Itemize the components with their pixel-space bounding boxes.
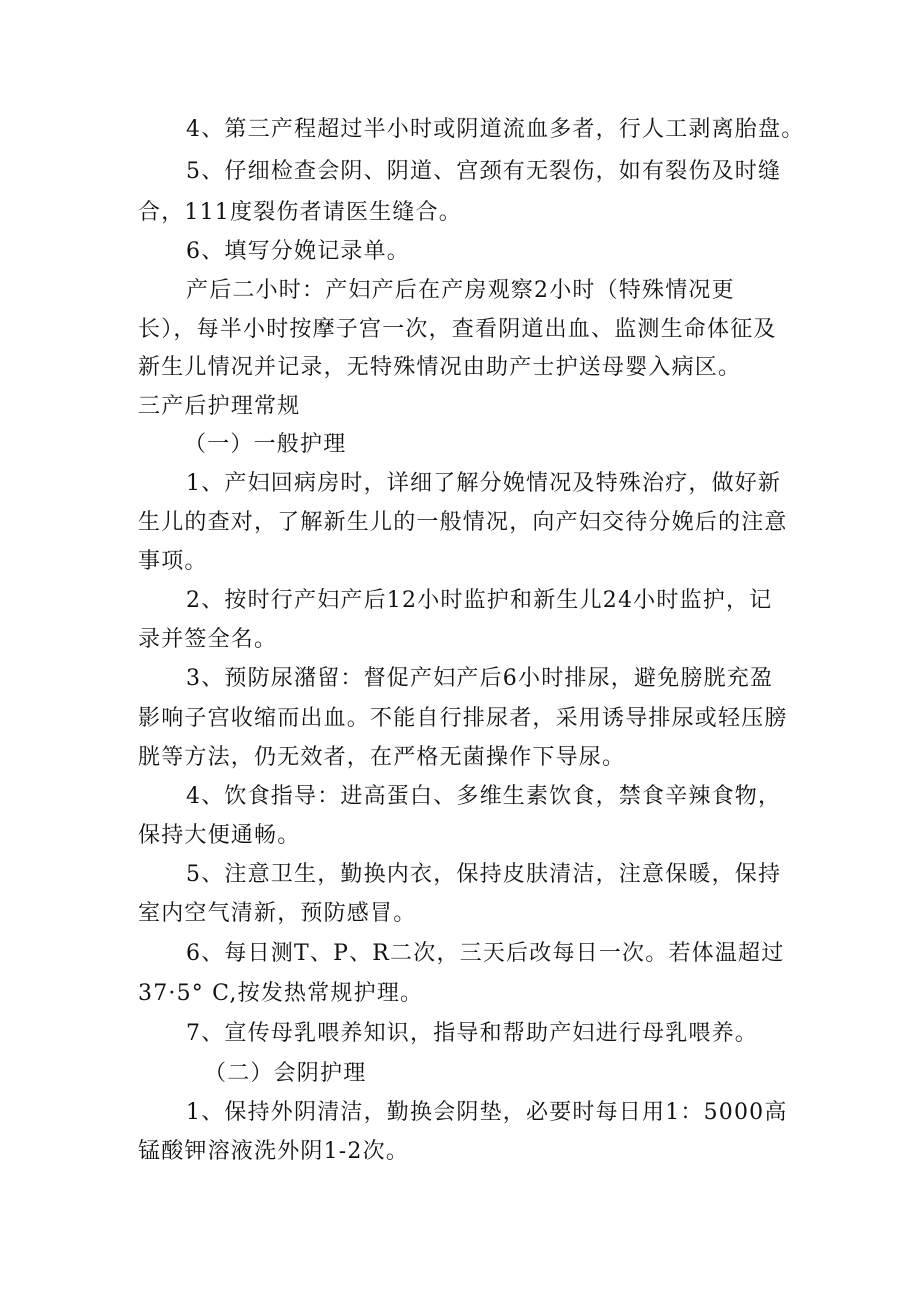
text-line: 事项。 — [138, 549, 208, 574]
subsection-heading: （一）一般护理 — [184, 432, 347, 457]
text-line: 新生儿情况并记录，无特殊情况由助产士护送母婴入病区。 — [138, 355, 742, 380]
text-line: 影响子宫收缩而出血。不能自行排尿者，采用诱导排尿或轻压膀 — [138, 706, 788, 731]
text-line: 胱等方法，仍无效者，在严格无菌操作下导尿。 — [138, 745, 626, 770]
text-line: 5、注意卫生，勤换内衣，保持皮肤清洁，注意保暖，保持 — [186, 862, 782, 887]
text-line: 4、饮食指导：进高蛋白、多维生素饮食，禁食辛辣食物， — [186, 784, 782, 809]
text-line: 1、产妇回病房时，详细了解分娩情况及特殊治疗，做好新 — [186, 471, 782, 496]
text-line: 37·5° C,按发热常规护理。 — [138, 981, 424, 1006]
text-line: 6、填写分娩记录单。 — [186, 239, 410, 264]
text-line: 2、按时行产妇产后12小时监护和新生儿24小时监护，记 — [186, 588, 773, 613]
subsection-heading: （二）会阴护理 — [204, 1061, 367, 1086]
text-line: 6、每日测T、P、R二次，三天后改每日一次。若体温超过 — [186, 941, 785, 966]
text-line: 7、宣传母乳喂养知识，指导和帮助产妇进行母乳喂养。 — [186, 1021, 758, 1046]
section-heading: 三产后护理常规 — [138, 394, 301, 419]
text-line: 合，111度裂伤者请医生缝合。 — [138, 200, 462, 225]
text-line: 锰酸钾溶液洗外阴1-2次。 — [138, 1139, 410, 1164]
text-line: 3、预防尿潴留：督促产妇产后6小时排尿，避免膀胱充盈 — [186, 666, 774, 691]
text-line: 5、仔细检查会阴、阴道、宫颈有无裂伤，如有裂伤及时缝 — [186, 159, 782, 184]
text-line: 长），每半小时按摩子宫一次，查看阴道出血、监测生命体征及 — [138, 317, 777, 342]
text-line: 生儿的查对，了解新生儿的一般情况，向产妇交待分娩后的注意 — [138, 510, 788, 535]
text-line: 产后二小时：产妇产后在产房观察2小时（特殊情况更 — [186, 278, 735, 303]
text-line: 4、第三产程超过半小时或阴道流血多者，行人工剥离胎盘。 — [186, 117, 805, 142]
text-line: 录并签全名。 — [138, 627, 278, 652]
text-line: 保持大便通畅。 — [138, 823, 301, 848]
text-line: 室内空气清新，预防感冒。 — [138, 901, 417, 926]
text-line: 1、保持外阴清洁，勤换会阴垫，必要时每日用1：5000高 — [186, 1100, 788, 1125]
